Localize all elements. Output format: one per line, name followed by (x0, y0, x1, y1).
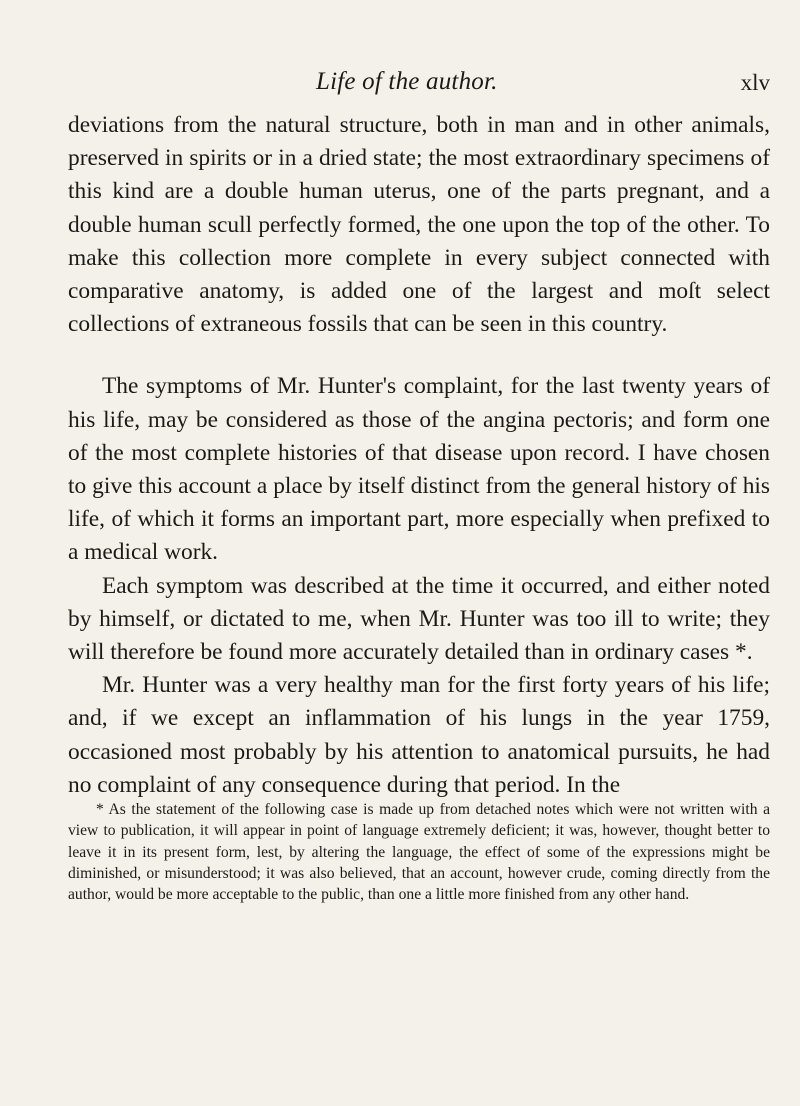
paragraph-healthy-man: Mr. Hunter was a very healthy man for the first forty years of his life; and, if we except an inflammation of his lungs in the year 1759, occasioned most probably by his attention to anatomical pursuits, he had no complaint of any consequence during that period. In the (68, 672, 770, 798)
paragraph-symptoms: The symptoms of Mr. Hunter's complaint, for the last twenty years of his life, may be considered as those of the angina pectoris; and form one of the most complete histories of that disease upon record. I have chosen to give this account a place by itself distinct from the general history of his life, of which it forms an important part, more especially when prefixed to a medical work. (68, 373, 770, 566)
footnote (68, 799, 770, 905)
body-text (68, 109, 770, 802)
paragraph-collection-continued: deviations from the natural structure, both in man and in other animals, preserved in spirits or in a dried state; the most extraordinary specimens of this kind are a double human uterus, one of the parts pregnant, and a double human scull perfectly formed, the one upon the top of the other. To make this collection more complete in every subject connected with comparative anatomy, is added one of the largest and moſt select collections of extraneous fossils that can be seen in this country. (68, 112, 770, 338)
running-title: Life of the author. (316, 68, 498, 95)
page-number: xlv (740, 70, 770, 95)
running-head (68, 68, 770, 102)
paragraph-each-symptom: Each symptom was described at the time it occurred, and either noted by himself, or dictated to me, when Mr. Hunter was too ill to write; they will therefore be found more accurately detailed than in ordinary cases *. (68, 572, 770, 666)
footnote-text: * As the statement of the following case is made up from detached notes which were not written with a view to publication, it will appear in point of language extremely deficient; it was, however, thought better to leave it in its present form, lest, by altering the language, the effect of some of the expressions might be diminished, or misunderstood; it was also believed, that an account, however crude, coming directly from the author, would be more acceptable to the public, than one a little more finished from any other hand. (68, 801, 770, 904)
